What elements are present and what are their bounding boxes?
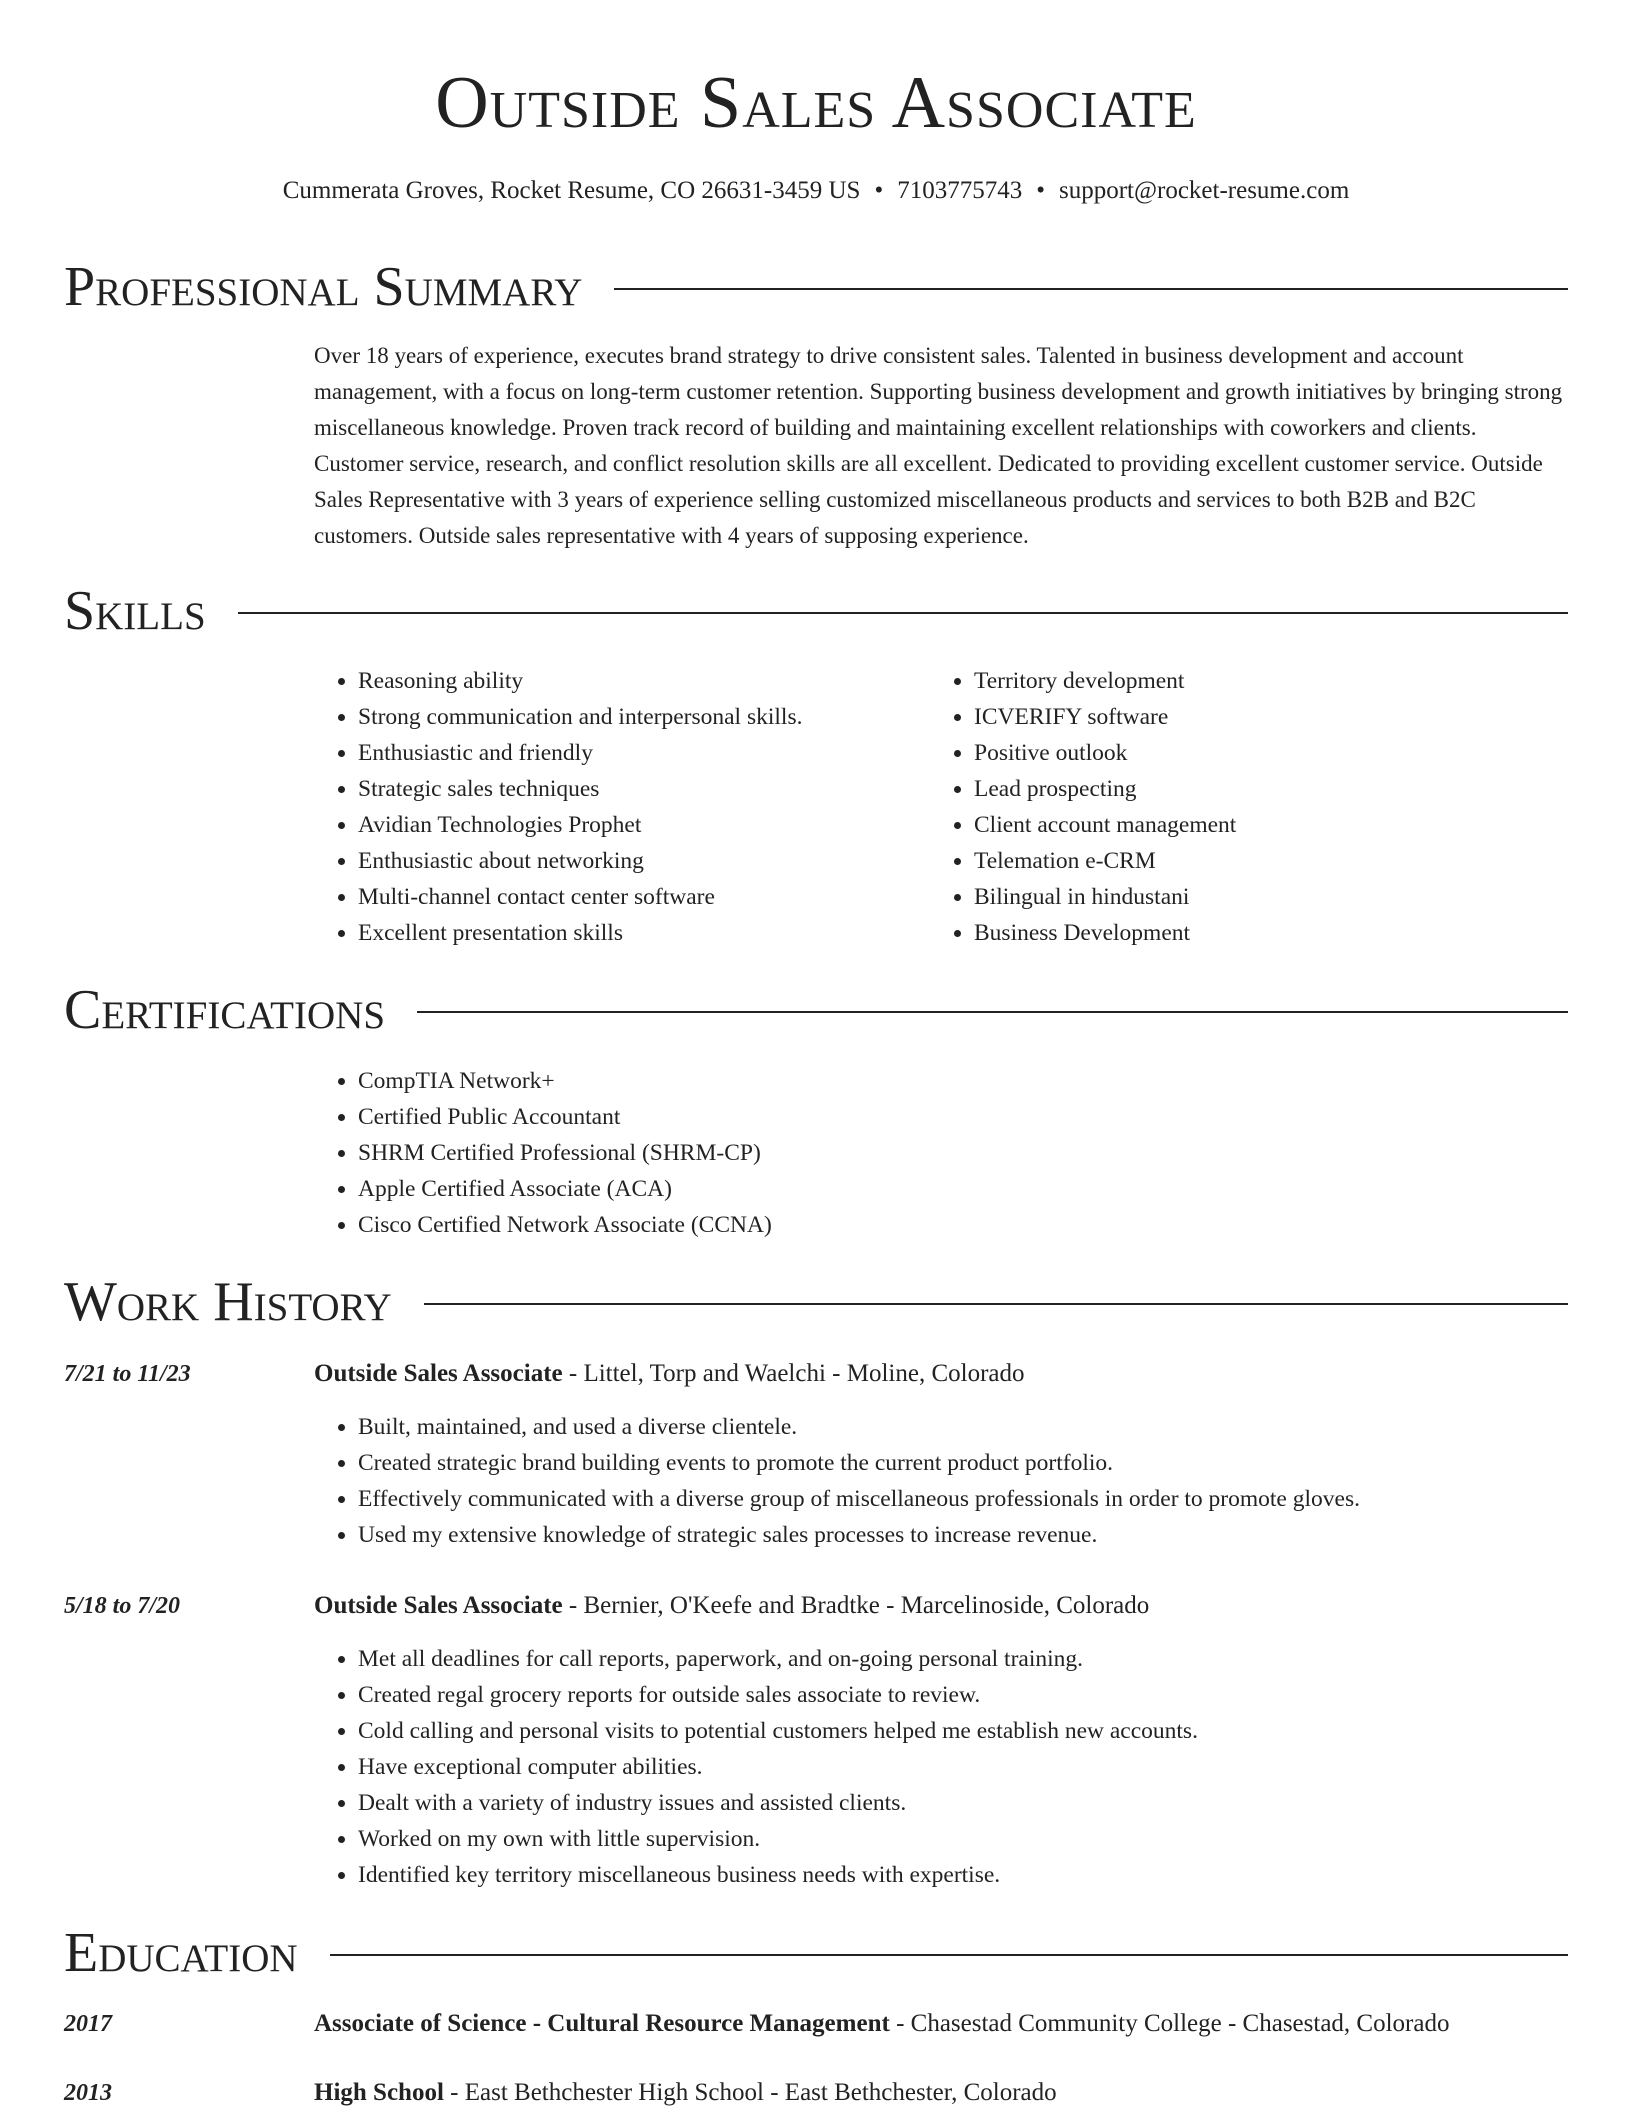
candidate-title: Outside Sales Associate xyxy=(435,62,1197,144)
list-item: • Enthusiastic about networking xyxy=(358,843,918,879)
list-item: • Met all deadlines for call reports, paperwork, and on-going personal training. xyxy=(358,1641,1612,1677)
education-year: 2013 xyxy=(64,2080,112,2106)
contact-separator: • xyxy=(1036,177,1045,204)
list-item: • Built, maintained, and used a diverse clientele. xyxy=(358,1409,1612,1445)
job-dates: 5/18 to 7/20 xyxy=(64,1593,181,1619)
job-title: Outside Sales Associate xyxy=(314,1592,563,1619)
education-degree: High School xyxy=(314,2079,444,2106)
education-school: - East Bethchester High School - East Bethchester, Colorado xyxy=(443,2079,1057,2106)
job-bullets xyxy=(314,1641,1612,1893)
list-item: • Have exceptional computer abilities. xyxy=(358,1749,1612,1785)
list-item: • Apple Certified Associate (ACA) xyxy=(358,1171,1358,1207)
list-item: • Certified Public Accountant xyxy=(358,1099,1358,1135)
education-year: 2017 xyxy=(64,2011,112,2037)
list-item: • Enthusiastic and friendly xyxy=(358,735,918,771)
contact-separator: • xyxy=(874,177,884,204)
certifications-list xyxy=(314,1063,1358,1243)
list-item: • Excellent presentation skills xyxy=(358,915,918,951)
section-divider xyxy=(424,1303,1568,1305)
education-heading xyxy=(314,2076,1568,2110)
list-item: • Business Development xyxy=(974,915,1574,951)
section-header-certifications xyxy=(64,975,1568,1045)
list-item: • Strong communication and interpersonal skills. xyxy=(358,699,918,735)
education-heading xyxy=(314,2007,1568,2041)
section-divider xyxy=(238,612,1568,614)
list-item: • Created regal grocery reports for outside sales associate to review. xyxy=(358,1677,1612,1713)
list-item: • Client account management xyxy=(974,807,1574,843)
list-item: • Territory development xyxy=(974,663,1574,699)
job-title: Outside Sales Associate xyxy=(314,1360,563,1387)
contact-address: Cummerata Groves, Rocket Resume, CO 26631-3459 US xyxy=(282,177,861,204)
list-item: • Multi-channel contact center software xyxy=(358,879,918,915)
section-divider xyxy=(614,288,1568,290)
list-item: • Reasoning ability xyxy=(358,663,918,699)
list-item: • Telemation e-CRM xyxy=(974,843,1574,879)
list-item: • Worked on my own with little supervision. xyxy=(358,1821,1612,1857)
summary-text: Over 18 years of experience, executes brand strategy to drive consistent sales. Talented in business development and account management, with a focus on long-term customer retention. Supporting business development and growth initiatives by bringing strong miscellaneous knowledge. Proven track record of building and maintaining excellent relationships with coworkers and clients. Customer service, research, and conflict resolution skills are all excellent. Dedicated to providing excellent customer service. Outside Sales Representative with 3 years of experience selling customized miscellaneous products and services to both B2B and B2C customers. Outside sales representative with 4 years of supposing experience. xyxy=(314,343,1563,548)
list-item: • Created strategic brand building events to promote the current product portfolio. xyxy=(358,1445,1612,1481)
list-item: • Avidian Technologies Prophet xyxy=(358,807,918,843)
job-heading xyxy=(314,1589,1568,1623)
section-title: Work History xyxy=(64,1271,392,1333)
contact-line xyxy=(0,174,1632,208)
education-school: - Chasestad Community College - Chasestad, Colorado xyxy=(889,2010,1450,2037)
skills-list-left xyxy=(314,663,918,951)
contact-email: support@rocket-resume.com xyxy=(1058,177,1350,204)
list-item: • Cold calling and personal visits to potential customers helped me establish new accounts. xyxy=(358,1713,1612,1749)
contact-phone: 7103775743 xyxy=(897,177,1023,204)
section-header-summary xyxy=(64,252,1568,322)
list-item: • Effectively communicated with a diverse group of miscellaneous professionals in order to promote gloves. xyxy=(358,1481,1612,1517)
list-item: • CompTIA Network+ xyxy=(358,1063,1358,1099)
skills-list-right xyxy=(930,663,1574,951)
education-degree: Associate of Science - Cultural Resource Management xyxy=(314,2010,890,2037)
section-title: Professional Summary xyxy=(64,256,583,318)
list-item: • Used my extensive knowledge of strategic sales processes to increase revenue. xyxy=(358,1517,1612,1553)
job-employer: - Bernier, O'Keefe and Bradtke - Marcelinoside, Colorado xyxy=(562,1592,1150,1619)
section-title: Skills xyxy=(64,580,206,642)
list-item: • Cisco Certified Network Associate (CCNA) xyxy=(358,1207,1358,1243)
section-title: Certifications xyxy=(64,979,386,1041)
job-employer: - Littel, Torp and Waelchi - Moline, Colorado xyxy=(562,1360,1025,1387)
job-bullets xyxy=(314,1409,1612,1553)
list-item: • Dealt with a variety of industry issues and assisted clients. xyxy=(358,1785,1612,1821)
section-title: Education xyxy=(64,1922,298,1984)
job-heading xyxy=(314,1357,1568,1391)
section-divider xyxy=(330,1954,1568,1956)
list-item: • ICVERIFY software xyxy=(974,699,1574,735)
list-item: • Positive outlook xyxy=(974,735,1574,771)
section-divider xyxy=(417,1011,1568,1013)
section-header-skills xyxy=(64,576,1568,646)
section-header-education xyxy=(64,1918,1568,1988)
list-item: • Strategic sales techniques xyxy=(358,771,918,807)
section-header-work-history xyxy=(64,1267,1568,1337)
list-item: • Lead prospecting xyxy=(974,771,1574,807)
list-item: • Identified key territory miscellaneous business needs with expertise. xyxy=(358,1857,1612,1893)
list-item: • Bilingual in hindustani xyxy=(974,879,1574,915)
job-dates: 7/21 to 11/23 xyxy=(64,1361,191,1387)
list-item: • SHRM Certified Professional (SHRM-CP) xyxy=(358,1135,1358,1171)
